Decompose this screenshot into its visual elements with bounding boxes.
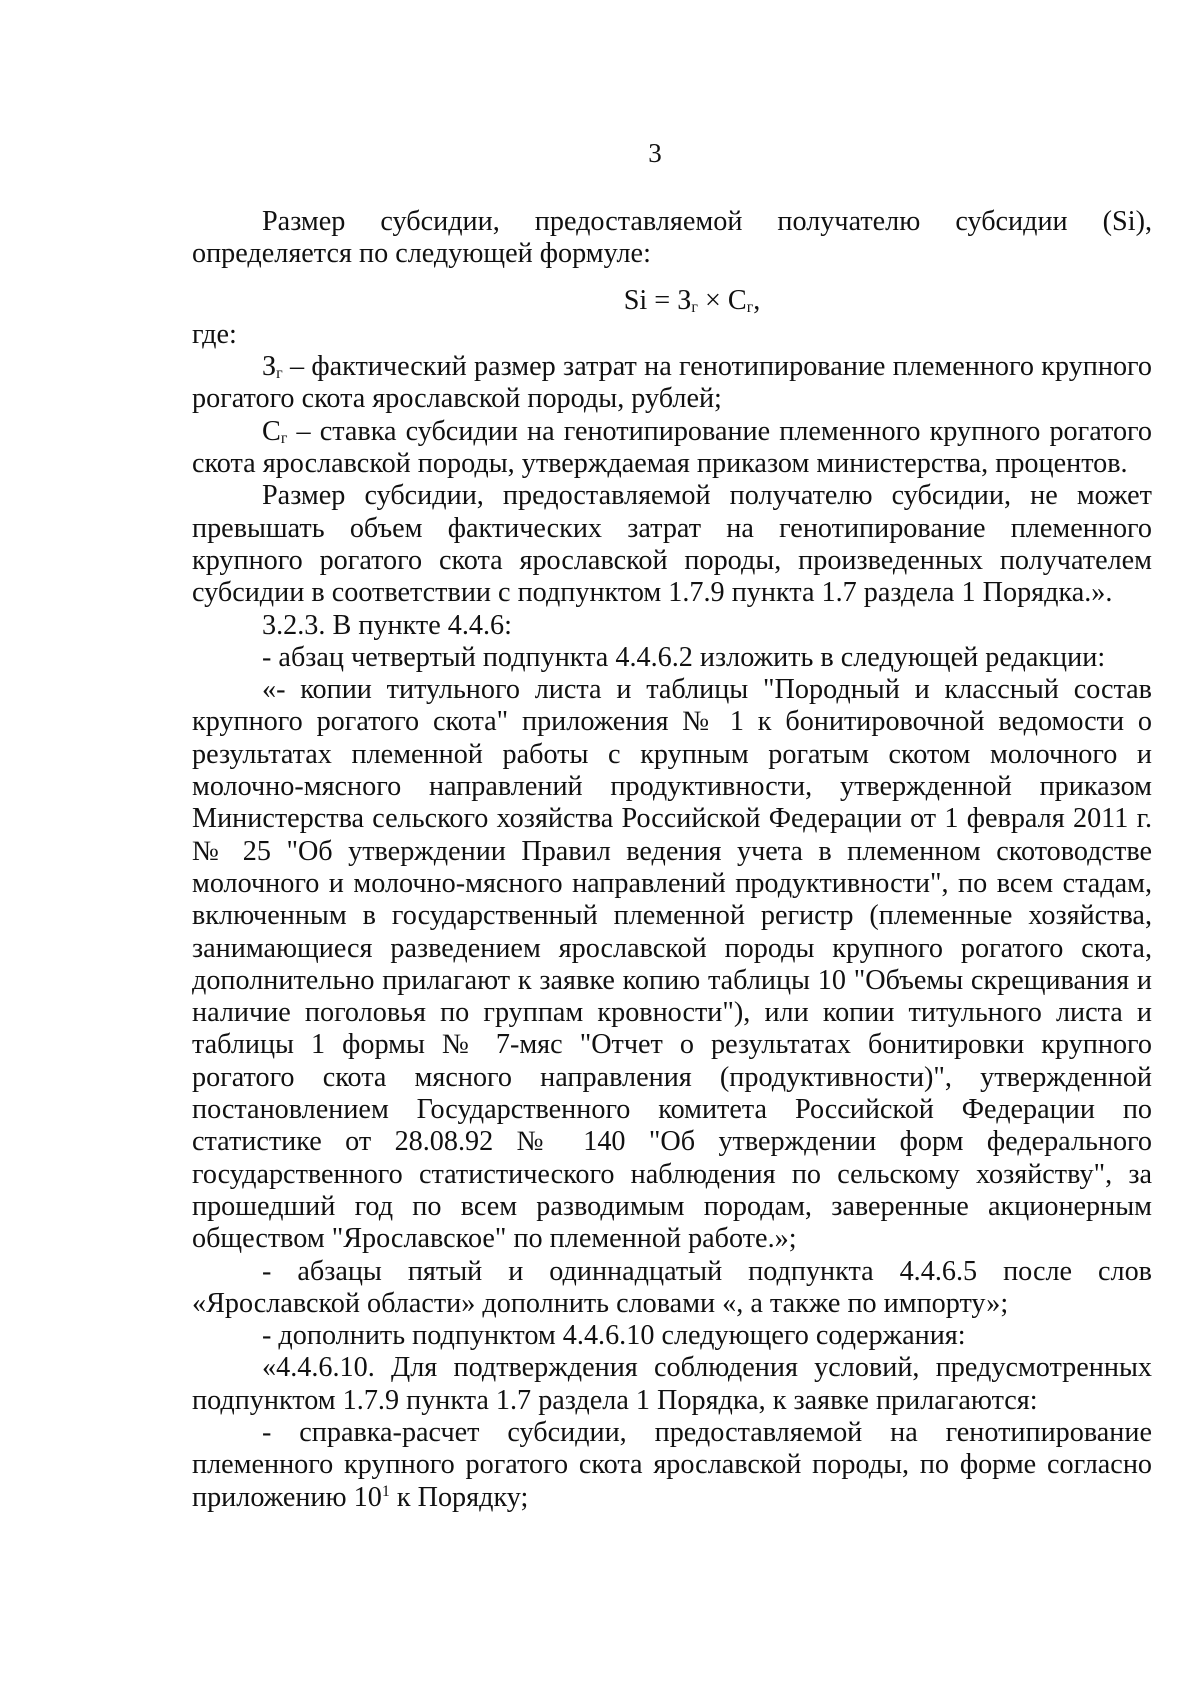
paragraph-3-2-3: 3.2.3. В пункте 4.4.6: [262, 609, 512, 641]
paragraph-spravka [192, 1417, 1152, 1514]
page-number: 3 [648, 138, 662, 168]
paragraph-intro: Размер субсидии, предоставляемой получателю субсидии (Si), определяется по следующей формуле: [192, 206, 1152, 270]
paragraph-add-subpoint: - дополнить подпунктом 4.4.6.10 следующего содержания: [262, 1320, 966, 1352]
definition-zg [192, 351, 1152, 416]
formula [192, 285, 1152, 317]
definition-symbol: З [262, 351, 277, 383]
paragraph-limit: Размер субсидии, предоставляемой получателю субсидии, не может превышать объем фактических затрат на генотипирование племенного крупного рогатого скота ярославской породы, произведенных получателем субсидии в соответствии с подпунктом 1.7.9 пункта 1.7 раздела 1 Порядка.». [192, 480, 1152, 609]
document-body [192, 206, 1152, 1514]
definition-symbol: С [262, 415, 281, 447]
formula-mid: × С [697, 284, 747, 316]
paragraph-copies: «- копии титульного листа и таблицы "Породный и классный состав крупного рогатого скота" приложения № 1 к бонитировочной ведомости о результатах племенной работы с крупным рогатым скотом молочного и молочно-мясного направлений продуктивности, утвержденной приказом Министерства сельского хозяйства Российской Федерации от 1 февраля 2011 г. № 25 "Об утверждении Правил ведения учета в племенном скотоводстве молочного и молочно-мясного направлений продуктивности", по всем стадам, включенным в государственный племенной регистр (племенные хозяйства, занимающиеся разведением ярославской породы крупного рогатого скота, дополнительно прилагают к заявке копию таблицы 10 "Объемы скрещивания и наличие поголовья по группам кровности"), или копии титульного листа и таблицы 1 формы № 7-мяс "Отчет о результатах бонитировки крупного рогатого скота мясного направления (продуктивности)", утвержденной постановлением Государственного комитета Российской Федерации по статистике от 28.08.92 № 140 "Об утверждении форм федерального государственного статистического наблюдения по сельскому хозяйству", за прошедший год по всем разводимым породам, заверенные акционерным обществом "Ярославское" по племенной работе.»; [192, 674, 1152, 1255]
definition-text: – ставка субсидии на генотипирование племенного крупного рогатого скота ярославской породы, утверждаемая приказом министерства, процентов. [192, 415, 1152, 480]
where-label: где: [192, 318, 237, 350]
paragraph-abzacy-5-11: - абзацы пятый и одиннадцатый подпункта 4.4.6.5 после слов «Ярославской области» дополнить словами «, а также по импорту»; [192, 1255, 1152, 1319]
definition-sg [192, 416, 1152, 481]
definition-sub: г [280, 429, 288, 447]
spravka-text: - справка-расчет субсидии, предоставляемой на генотипирование племенного крупного рогатого скота ярославской породы, по форме согласно приложению 10 [192, 1416, 1152, 1513]
formula-sub-2: г [746, 298, 754, 316]
definition-text: – фактический размер затрат на генотипирование племенного крупного рогатого скота ярославской породы, рублей; [192, 351, 1152, 415]
paragraph-4-4-6-10: «4.4.6.10. Для подтверждения соблюдения условий, предусмотренных подпунктом 1.7.9 пункта 1.7 раздела 1 Порядка, к заявке прилагаются: [192, 1352, 1152, 1416]
paragraph-abzac-4: - абзац четвертый подпункта 4.4.6.2 изложить в следующей редакции: [262, 641, 1106, 673]
formula-sub-1: г [691, 298, 698, 316]
formula-tail: , [753, 284, 761, 316]
spravka-sup: 1 [381, 1482, 390, 1500]
spravka-tail: к Порядку; [389, 1481, 529, 1513]
definition-sub: г [276, 365, 283, 383]
formula-lhs: Si = З [623, 284, 692, 316]
